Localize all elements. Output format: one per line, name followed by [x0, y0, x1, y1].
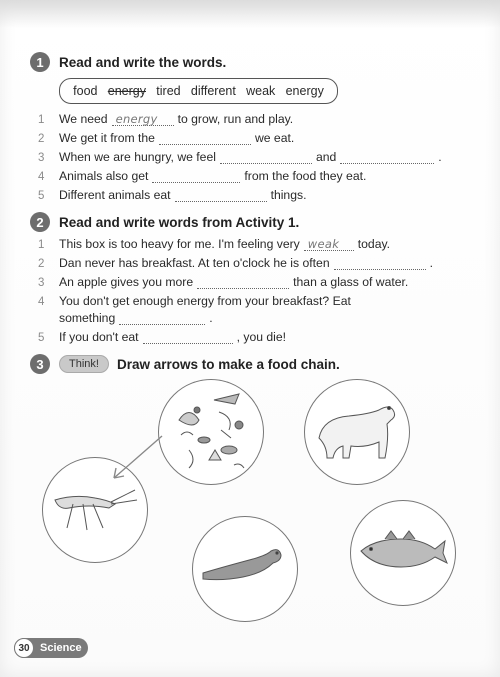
activity-3-header — [30, 354, 340, 374]
line-text: You don't get enough energy from your breakfast? Eat — [59, 294, 351, 308]
word-energy: energy — [285, 84, 324, 98]
line-text: An apple gives you more — [59, 275, 194, 289]
answer-blank[interactable] — [197, 276, 289, 289]
line-number: 2 — [38, 258, 45, 270]
word-different: different — [190, 84, 236, 98]
a2-line-3 — [38, 273, 408, 289]
line-text: Animals also get — [59, 169, 149, 183]
activity-title: Read and write words from Activity 1. — [59, 214, 300, 230]
word-energy-crossed: energy — [107, 84, 146, 98]
line-number: 4 — [38, 296, 45, 308]
handwritten-answer: energy — [115, 112, 158, 126]
a2-line-2 — [38, 254, 433, 270]
line-text: . — [429, 256, 433, 270]
answer-blank[interactable] — [334, 257, 426, 270]
think-pill: Think! — [59, 355, 109, 373]
page-footer — [14, 638, 88, 658]
line-number: 2 — [38, 133, 45, 145]
a1-line-1 — [38, 110, 293, 126]
word-food: food — [73, 84, 98, 98]
fish-icon — [351, 501, 455, 605]
page-number: 30 — [14, 638, 34, 658]
answer-blank[interactable] — [220, 151, 312, 164]
line-text: Different animals eat — [59, 188, 171, 202]
line-number: 5 — [38, 190, 45, 202]
line-text: something — [59, 311, 116, 325]
answer-blank[interactable] — [152, 170, 240, 183]
activity-number-badge: 1 — [30, 52, 50, 72]
line-text: This box is too heavy for me. I'm feeling very — [59, 237, 300, 251]
a1-line-5 — [38, 186, 306, 202]
subject-label: Science — [40, 642, 82, 654]
line-number: 5 — [38, 332, 45, 344]
polar-bear-icon — [305, 380, 409, 484]
word-tired: tired — [156, 84, 181, 98]
line-text: from the food they eat. — [244, 169, 367, 183]
line-text: than a glass of water. — [293, 275, 409, 289]
activity-title: Read and write the words. — [59, 54, 227, 70]
food-chain-arrow — [100, 430, 170, 490]
page-fold-shadow — [0, 0, 500, 28]
answer-blank[interactable] — [119, 312, 205, 325]
line-text: today. — [357, 237, 391, 251]
a1-line-4 — [38, 167, 366, 183]
handwritten-answer: weak — [307, 237, 340, 251]
answer-blank[interactable] — [112, 113, 174, 126]
answer-blank[interactable] — [143, 331, 233, 344]
line-text: Dan never has breakfast. At ten o'clock he is often — [59, 256, 330, 270]
a2-line-5 — [38, 328, 286, 344]
activity-number-badge: 3 — [30, 354, 50, 374]
a2-line-1 — [38, 235, 390, 251]
word-box — [59, 78, 338, 104]
line-text: When we are hungry, we feel — [59, 150, 216, 164]
activity-1-header — [30, 52, 226, 72]
line-text: . — [438, 150, 442, 164]
answer-blank[interactable] — [159, 132, 251, 145]
line-number: 3 — [38, 277, 45, 289]
answer-blank[interactable] — [175, 189, 267, 202]
line-number: 1 — [38, 239, 45, 251]
line-text: , you die! — [236, 330, 287, 344]
line-text: we eat. — [254, 131, 295, 145]
plankton-icon — [159, 380, 263, 484]
a1-line-3 — [38, 148, 442, 164]
activity-title: Draw arrows to make a food chain. — [116, 356, 340, 372]
line-text: . — [209, 311, 213, 325]
seal-icon — [193, 517, 297, 621]
line-text: things. — [270, 188, 307, 202]
line-text: If you don't eat — [59, 330, 139, 344]
a2-line-4-cont — [38, 309, 213, 325]
line-text: We get it from the — [59, 131, 155, 145]
word-weak: weak — [246, 84, 276, 98]
polar-bear-circle[interactable] — [304, 379, 410, 485]
seal-circle[interactable] — [192, 516, 298, 622]
answer-blank[interactable] — [304, 238, 354, 251]
line-text: We need — [59, 112, 108, 126]
line-text: to grow, run and play. — [177, 112, 294, 126]
a2-line-4 — [38, 292, 351, 308]
activity-number-badge: 2 — [30, 212, 50, 232]
fish-circle[interactable] — [350, 500, 456, 606]
line-number: 3 — [38, 152, 45, 164]
line-number: 1 — [38, 114, 45, 126]
line-text: and — [315, 150, 337, 164]
activity-2-header — [30, 212, 299, 232]
a1-line-2 — [38, 129, 294, 145]
answer-blank[interactable] — [340, 151, 434, 164]
plankton-circle[interactable] — [158, 379, 264, 485]
line-number: 4 — [38, 171, 45, 183]
